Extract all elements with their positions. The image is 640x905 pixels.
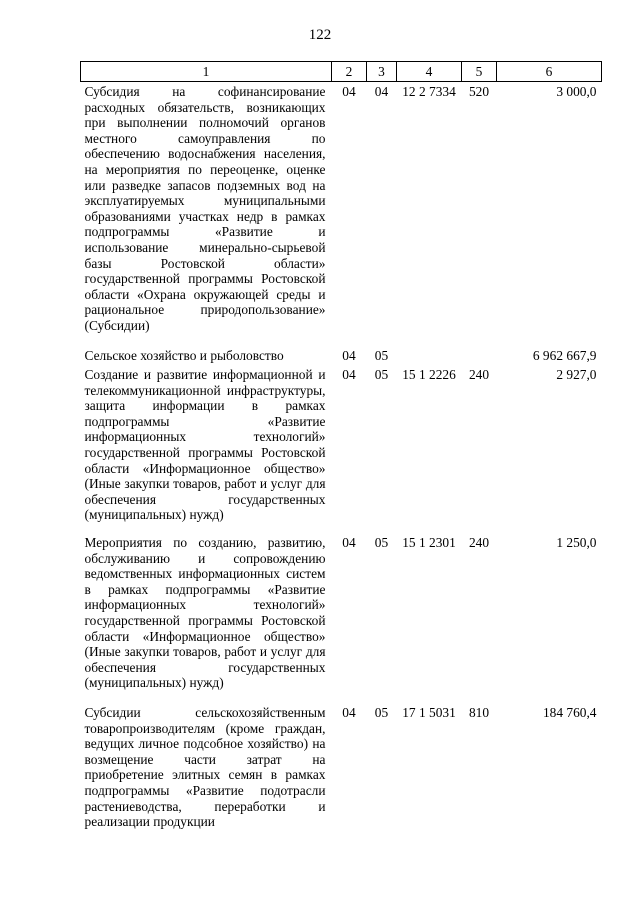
row-section: 04: [342, 367, 356, 383]
row-expense-type: 240: [468, 535, 490, 551]
row-section: 04: [342, 84, 356, 99]
header-row: [81, 62, 602, 82]
table-row: [81, 523, 602, 691]
row-subsection: 05: [374, 347, 389, 363]
table-row: [81, 334, 602, 364]
header-col-4: 4: [397, 62, 462, 82]
row-section: 04: [342, 535, 356, 551]
row-section: 04: [342, 704, 356, 720]
row-target-article: 15 1 2226: [402, 367, 456, 383]
header-col-2: 2: [332, 62, 367, 82]
row-subsection: 05: [374, 367, 389, 383]
row-target-article: 17 1 5031: [402, 704, 456, 720]
row-description: Мероприятия по созданию, развитию, обслуживанию и сопровождению ведомственных информационных систем в рамках подпрограммы «Развитие информационных технологий» государственной программы Ростовской области «Информационное общество» (Иные закупки товаров, работ и услуг для обеспечения государственных (муниципальных) нужд): [84, 535, 326, 691]
row-amount: 6 962 667,9: [532, 347, 597, 363]
header-col-5: 5: [462, 62, 497, 82]
row-amount: 1 250,0: [556, 535, 597, 551]
row-section: 04: [342, 347, 356, 363]
table-row: [81, 363, 602, 523]
row-target-article: 12 2 7334: [402, 84, 456, 99]
row-amount: 3 000,0: [556, 84, 597, 99]
row-target-article: 15 1 2301: [402, 535, 456, 551]
row-target-article: [397, 334, 462, 364]
row-subsection: 04: [374, 84, 389, 99]
page-number: 122: [308, 27, 332, 43]
row-description: Субсидии сельскохозяйственным товаропроизводителям (кроме граждан, ведущих личное подсобное хозяйство) на возмещение части затрат на приобретение элитных семян в рамках подпрограммы «Развитие подотрасли растениеводства, переработки и реализации продукции: [84, 704, 326, 830]
row-description: Создание и развитие информационной и телекоммуникационной инфраструктуры, защита информации в рамках подпрограммы «Развитие информационных технологий» государственной программы Ростовской области «Информационное общество» (Иные закупки товаров, работ и услуг для обеспечения государственных (муниципальных) нужд): [84, 367, 326, 523]
row-expense-type: 810: [468, 704, 490, 720]
budget-table: [80, 61, 602, 830]
table-row: [81, 82, 602, 334]
row-amount: 2 927,0: [556, 367, 597, 383]
row-description: Субсидия на софинансирование расходных обязательств, возникающих при выполнении полномочий органов местного самоуправления по обеспечению водоснабжения населения, на мероприятия по переоценке, оценке или разведке запасов подземных вод на эксплуатируемых муниципальными образованиями участках недр в рамках подпрограммы «Развитие и использование минерально-сырьевой базы Ростовской области» государственной программы Ростовской области «Охрана окружающей среды и рациональное природопользование» (Субсидии): [84, 84, 326, 333]
row-amount: 184 760,4: [542, 704, 597, 720]
header-col-1: 1: [81, 62, 332, 82]
row-description: Сельское хозяйство и рыболовство: [84, 347, 284, 363]
row-expense-type: 520: [468, 84, 490, 99]
header-col-6: 6: [497, 62, 602, 82]
row-expense-type: [462, 334, 497, 364]
row-subsection: 05: [374, 704, 389, 720]
table-row: [81, 691, 602, 830]
row-expense-type: 240: [468, 367, 490, 383]
header-col-3: 3: [367, 62, 397, 82]
row-subsection: 05: [374, 535, 389, 551]
